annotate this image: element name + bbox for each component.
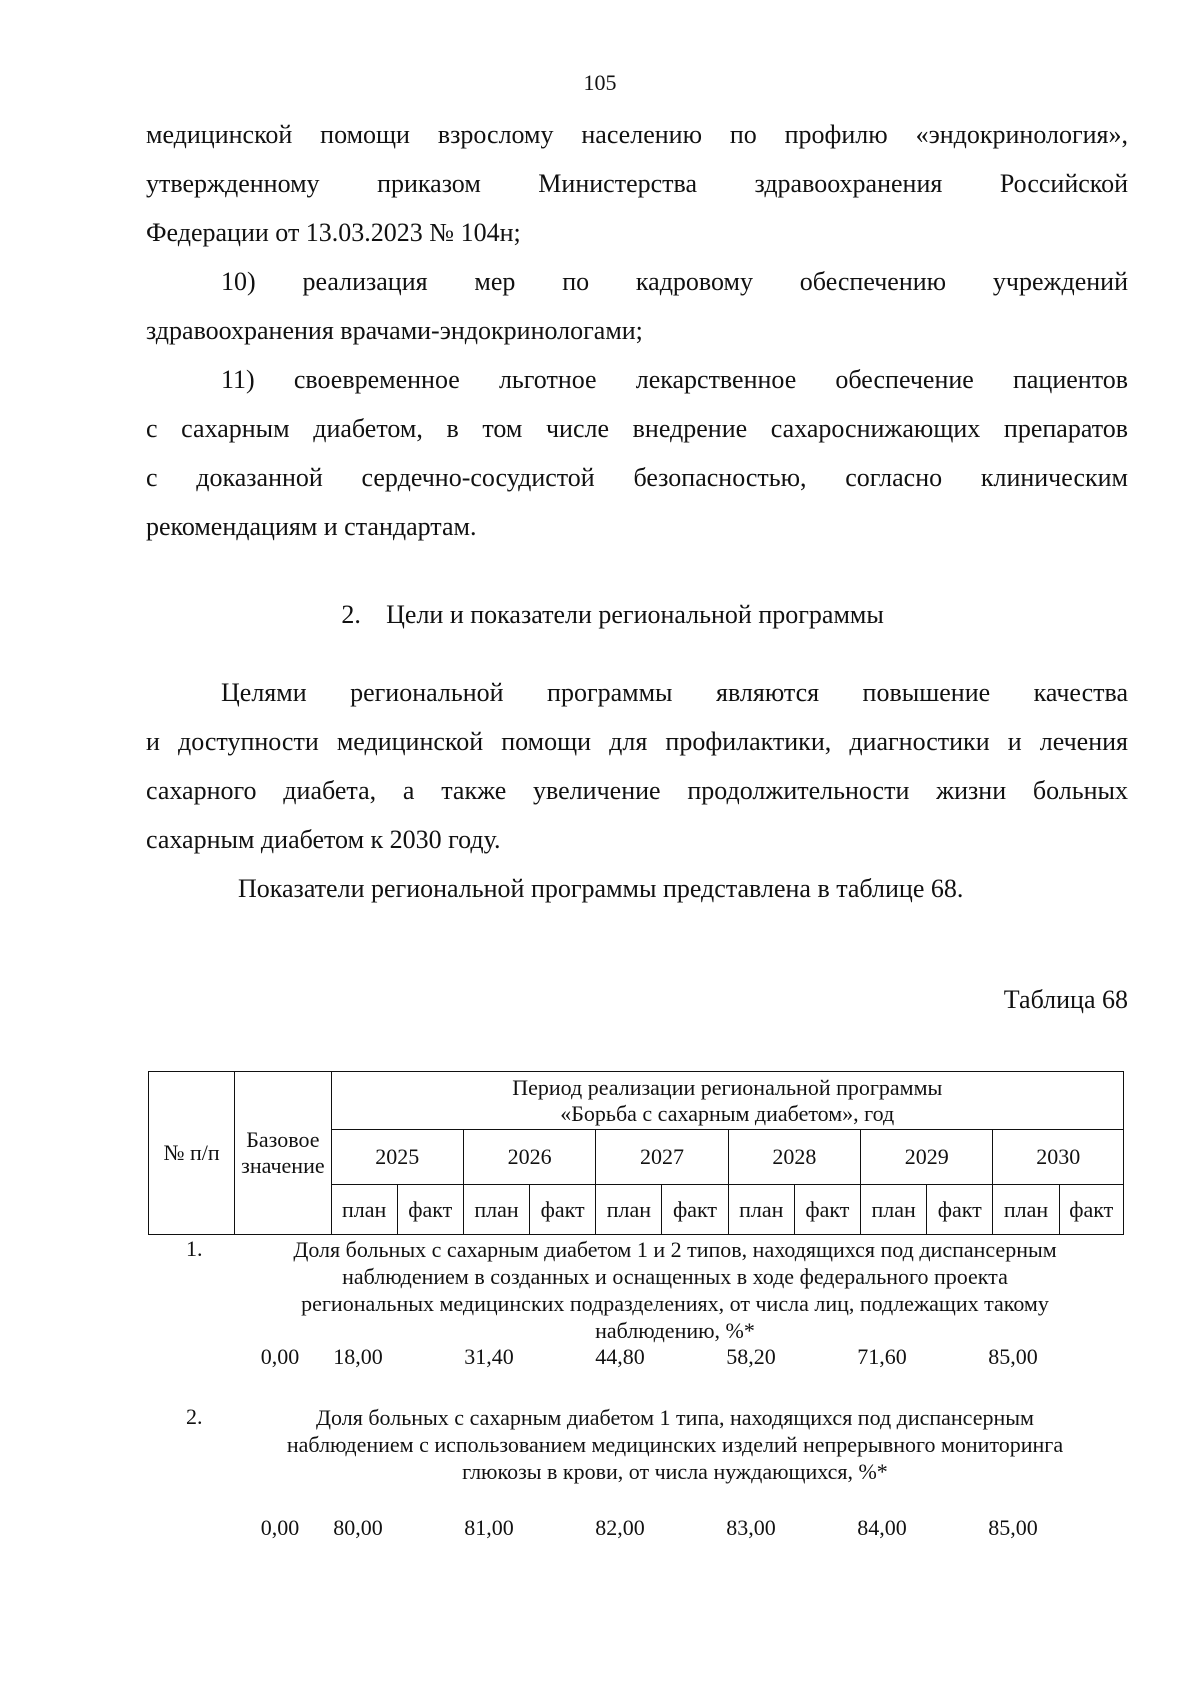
plan-value-2030: 85,00 [988, 1344, 1038, 1369]
text-line: медицинской помощи взрослому населению по профилю «эндокринология», [146, 120, 1128, 149]
base-value: 0,00 [260, 1344, 300, 1369]
text-line: Показатели региональной программы представлена в таблице 68. [238, 874, 964, 903]
plan-value-2027: 82,00 [595, 1515, 645, 1540]
column-base-value-header: Базовое значение [235, 1072, 331, 1235]
year-header: 2029 [861, 1130, 993, 1185]
indicator-title [240, 1404, 1110, 1485]
plan-value-2025: 18,00 [333, 1344, 383, 1369]
plan-value-2027: 44,80 [595, 1344, 645, 1369]
section-title: Цели и показатели региональной программы [386, 600, 884, 629]
plan-value-2028: 83,00 [726, 1515, 776, 1540]
text-line: с сахарным диабетом, в том числе внедрение сахароснижающих препаратов [146, 414, 1128, 443]
row-number: 1. [186, 1236, 203, 1261]
plan-value-2026: 31,40 [464, 1344, 514, 1369]
plan-header: план [596, 1185, 662, 1235]
indicator-title-line: Доля больных с сахарным диабетом 1 и 2 типов, находящихся под диспансерным [293, 1237, 1057, 1262]
text-line: здравоохранения врачами-эндокринологами; [146, 316, 643, 345]
table-caption: Таблица 68 [1003, 985, 1128, 1014]
period-header-line: «Борьба с сахарным диабетом», год [560, 1100, 895, 1126]
text-line: с доказанной сердечно-сосудистой безопасностью, согласно клиническим [146, 463, 1128, 492]
fact-header: факт [662, 1185, 728, 1235]
text-line: сахарным диабетом к 2030 году. [146, 825, 501, 854]
text-line: сахарного диабета, а также увеличение продолжительности жизни больных [146, 776, 1128, 805]
indicator-title [240, 1236, 1110, 1344]
plan-header: план [861, 1185, 927, 1235]
indicator-values [0, 1515, 1200, 1543]
column-number-header: № п/п [149, 1072, 235, 1235]
base-value: 0,00 [260, 1515, 300, 1540]
plan-value-2028: 58,20 [726, 1344, 776, 1369]
indicator-title-line: наблюдением с использованием медицинских изделий непрерывного мониторинга [286, 1432, 1064, 1457]
year-header: 2028 [728, 1130, 860, 1185]
page-number: 105 [583, 70, 617, 95]
plan-value-2025: 80,00 [333, 1515, 383, 1540]
text-line: 11) своевременное льготное лекарственное обеспечение пациентов [221, 365, 1128, 394]
section-number: 2. [341, 600, 361, 629]
period-header [331, 1072, 1123, 1130]
plan-header: план [728, 1185, 794, 1235]
text-line: Целями региональной программы являются повышение качества [221, 678, 1128, 707]
indicator-title-line: Доля больных с сахарным диабетом 1 типа, находящихся под диспансерным [316, 1405, 1034, 1430]
indicator-title-line: наблюдением в созданных и оснащенных в ходе федерального проекта [342, 1264, 1008, 1289]
plan-value-2030: 85,00 [988, 1515, 1038, 1540]
section-heading [0, 600, 1200, 630]
fact-header: факт [794, 1185, 860, 1235]
plan-value-2029: 71,60 [857, 1344, 907, 1369]
year-header: 2030 [993, 1130, 1124, 1185]
indicators-table-header [148, 1071, 1124, 1235]
text-line: Федерации от 13.03.2023 № 104н; [146, 218, 521, 247]
period-header-line: Период реализации региональной программы [512, 1074, 943, 1100]
year-header: 2027 [596, 1130, 728, 1185]
fact-header: факт [397, 1185, 463, 1235]
plan-header: план [993, 1185, 1059, 1235]
text-line: рекомендациям и стандартам. [146, 512, 477, 541]
indicator-title-line: глюкозы в крови, от числа нуждающихся, %* [462, 1459, 888, 1484]
year-header: 2026 [463, 1130, 595, 1185]
text-line: и доступности медицинской помощи для профилактики, диагностики и лечения [146, 727, 1128, 756]
plan-value-2026: 81,00 [464, 1515, 514, 1540]
indicator-title-line: наблюдению, %* [595, 1318, 755, 1343]
row-number: 2. [186, 1404, 203, 1429]
year-header: 2025 [331, 1130, 463, 1185]
plan-header: план [463, 1185, 529, 1235]
fact-header: факт [1059, 1185, 1123, 1235]
fact-header: факт [927, 1185, 993, 1235]
fact-header: факт [530, 1185, 596, 1235]
indicator-title-line: региональных медицинских подразделениях, от числа лиц, подлежащих такому [301, 1291, 1049, 1316]
text-line: утвержденному приказом Министерства здравоохранения Российской [146, 169, 1128, 198]
indicator-values [0, 1344, 1200, 1372]
text-line: 10) реализация мер по кадровому обеспечению учреждений [221, 267, 1128, 296]
plan-header: план [331, 1185, 397, 1235]
plan-value-2029: 84,00 [857, 1515, 907, 1540]
